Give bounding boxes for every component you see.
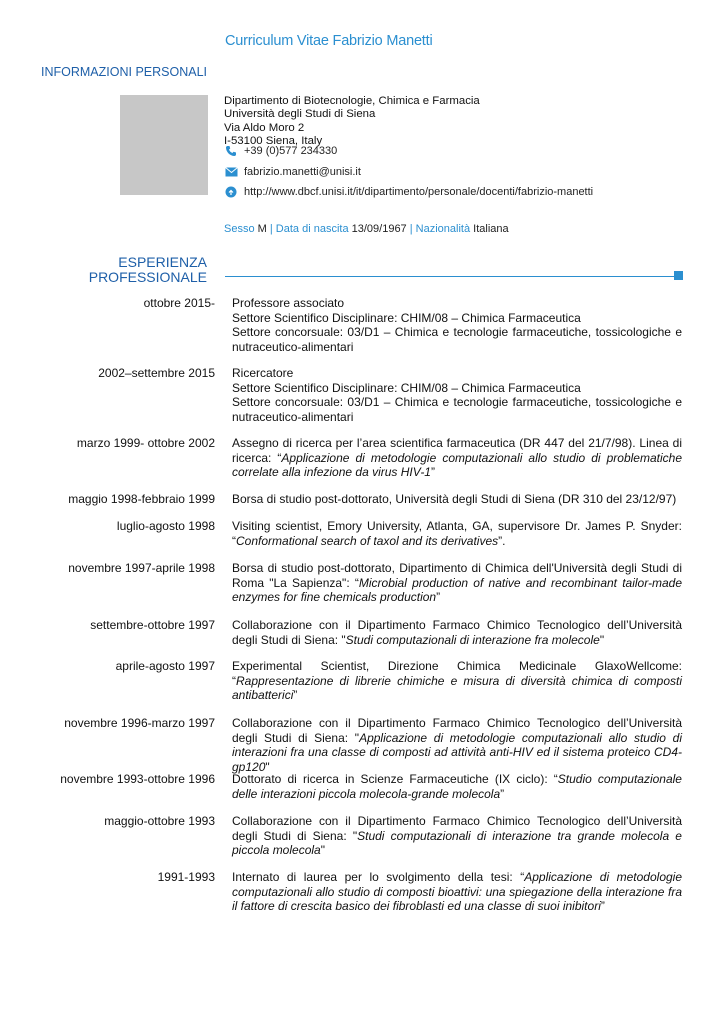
desc-text: Borsa di studio post-dottorato, Università degli Studi di Siena (DR 310 del 23/12/97) xyxy=(232,492,677,506)
desc-italic: Rappresentazione di librerie chimiche e misura di diversità chimica di composti antibatterici xyxy=(232,673,682,703)
desc-italic: Studi computazionali di interazione fra molecole xyxy=(345,632,600,647)
entry-description xyxy=(232,436,682,480)
entry-description xyxy=(232,519,682,548)
desc-text: ” xyxy=(500,786,505,801)
phone-row xyxy=(224,145,337,157)
desc-text: ” xyxy=(436,590,441,605)
sex-label: Sesso xyxy=(224,223,255,235)
desc-text: Experimental Scientist, Direzione Chimica Medicinale GlaxoWellcome: “ xyxy=(232,659,682,688)
entry-date: luglio-agosto 1998 xyxy=(116,519,215,533)
entry-description xyxy=(232,561,682,605)
entry-description xyxy=(232,659,682,703)
section-heading-experience xyxy=(89,255,207,285)
phone-icon xyxy=(224,145,238,157)
address-line: Dipartimento di Biotecnologie, Chimica e Farmacia xyxy=(224,95,480,107)
desc-text: ” xyxy=(600,899,605,914)
section-divider xyxy=(225,276,677,277)
entry-description xyxy=(232,772,682,801)
entry-date: settembre-ottobre 1997 xyxy=(90,618,215,632)
address-block xyxy=(224,95,480,149)
entry-description xyxy=(232,492,682,507)
desc-text: Assegno di ricerca per l’area scientifica farmaceutica (DR 447 del 21/7/98). Linea di ricerca: “ xyxy=(232,436,682,465)
entry-date: 1991-1993 xyxy=(157,870,215,884)
nationality-value: Italiana xyxy=(473,223,509,235)
entry-description xyxy=(232,870,682,914)
desc-italic: Studi computazionali di interazione tra grande molecola e piccola molecola xyxy=(232,828,682,858)
desc-italic: Studio computazionale delle interazioni piccola molecola-grande molecola xyxy=(232,772,682,801)
separator: | xyxy=(409,223,413,235)
entry-description xyxy=(232,618,682,647)
separator: | xyxy=(269,223,273,235)
entry-description xyxy=(232,296,682,354)
desc-italic: Applicazione di metodologie computazionali allo studio di problematiche correlate alla infezione da virus HIV-1 xyxy=(232,450,682,480)
desc-text: " xyxy=(320,843,325,858)
desc-text: Dottorato di ricerca in Scienze Farmaceutiche (IX ciclo): “ xyxy=(232,772,558,786)
entry-date: novembre 1997-aprile 1998 xyxy=(68,561,215,575)
desc-line: Ricercatore xyxy=(232,366,294,380)
entry-date: ottobre 2015- xyxy=(143,296,215,310)
web-icon xyxy=(224,186,238,198)
website-link[interactable]: http://www.dbcf.unisi.it/it/dipartimento/personale/docenti/fabrizio-manetti xyxy=(244,186,594,198)
nationality-label: Nazionalità xyxy=(415,223,471,235)
desc-text: Visiting scientist, Emory University, Atlanta, GA, supervisore Dr. James P. Snyder: “ xyxy=(232,519,682,548)
entry-description xyxy=(232,716,682,774)
page-title: Curriculum Vitae Fabrizio Manetti xyxy=(225,33,433,49)
desc-text: " xyxy=(265,759,270,774)
email-row xyxy=(224,166,361,178)
entry-date: maggio-ottobre 1993 xyxy=(104,814,215,828)
address-line: I-53100 Siena, Italy xyxy=(224,135,323,148)
desc-italic: Conformational search of taxol and its derivatives xyxy=(236,533,499,548)
desc-text: Borsa di studio post-dottorato, Dipartimento di Chimica dell'Università degli Studi di Roma "La Sapienza": “ xyxy=(232,561,682,590)
entry-date: novembre 1996-marzo 1997 xyxy=(64,716,215,730)
heading-line: ESPERIENZA xyxy=(118,254,207,270)
sex-value: M xyxy=(257,223,267,235)
entry-date: marzo 1999- ottobre 2002 xyxy=(76,436,215,450)
desc-italic: Microbial production of native and recombinant tailor-made enzymes for fine chemicals production xyxy=(232,575,683,605)
dob-value: 13/09/1967 xyxy=(351,223,407,235)
entry-date: aprile-agosto 1997 xyxy=(115,659,215,673)
desc-italic: Applicazione di metodologie computazionali allo studio di interazioni fra una classe di composti ad attività anti-HIV ed il sistema proteico CD4-gp120 xyxy=(232,730,682,774)
section-heading-personal-info: INFORMAZIONI PERSONALI xyxy=(41,65,207,79)
address-line: Via Aldo Moro 2 xyxy=(224,121,305,134)
heading-line: PROFESSIONALE xyxy=(88,269,207,285)
desc-text: Collaborazione con il Dipartimento Farmaco Chimico Tecnologico dell’Università degli Studi di Siena: " xyxy=(232,716,682,745)
desc-line: Settore Scientifico Disciplinare: CHIM/08 – Chimica Farmaceutica xyxy=(232,380,581,395)
desc-line: Professore associato xyxy=(232,296,345,310)
desc-line: Settore concorsuale: 03/D1 – Chimica e tecnologie farmaceutiche, tossicologiche e nutraceutico-alimentari xyxy=(232,325,682,354)
address-line: Università degli Studi di Siena xyxy=(224,108,376,121)
desc-line: Settore Scientifico Disciplinare: CHIM/08 – Chimica Farmaceutica xyxy=(232,310,581,325)
entry-date: novembre 1993-ottobre 1996 xyxy=(60,772,215,786)
entry-date: 2002–settembre 2015 xyxy=(98,366,215,380)
dob-label: Data di nascita xyxy=(275,223,349,235)
section-divider-marker xyxy=(674,271,683,280)
desc-text: ” xyxy=(293,688,298,703)
entry-date: maggio 1998-febbraio 1999 xyxy=(68,492,215,506)
email-icon xyxy=(224,166,238,178)
desc-italic: Applicazione di metodologie computazionali allo studio di composti bioattivi: una spiegazione della interazione fra il fattore di crescita basico dei fibroblasti ed una classe di suoi inibitori xyxy=(232,870,683,914)
desc-text: ”. xyxy=(498,533,506,548)
desc-text: ” xyxy=(430,465,435,480)
desc-text: Collaborazione con il Dipartimento Farmaco Chimico Tecnologico dell’Università degli Studi di Siena: " xyxy=(232,814,682,843)
desc-text: " xyxy=(599,632,605,647)
desc-text: Collaborazione con il Dipartimento Farmaco Chimico Tecnologico dell’Università degli Studi di Siena: " xyxy=(232,618,682,647)
desc-text: Internato di laurea per lo svolgimento della tesi: “ xyxy=(232,870,525,884)
profile-photo-placeholder xyxy=(120,95,208,195)
entry-description xyxy=(232,366,682,424)
phone-number: +39 (0)577 234330 xyxy=(244,145,338,157)
email-link[interactable]: fabrizio.manetti@unisi.it xyxy=(244,166,361,178)
website-row xyxy=(224,186,593,198)
entry-description xyxy=(232,814,682,858)
personal-details xyxy=(224,223,509,235)
desc-line: Settore concorsuale: 03/D1 – Chimica e tecnologie farmaceutiche, tossicologiche e nutraceutico-alimentari xyxy=(232,395,682,424)
